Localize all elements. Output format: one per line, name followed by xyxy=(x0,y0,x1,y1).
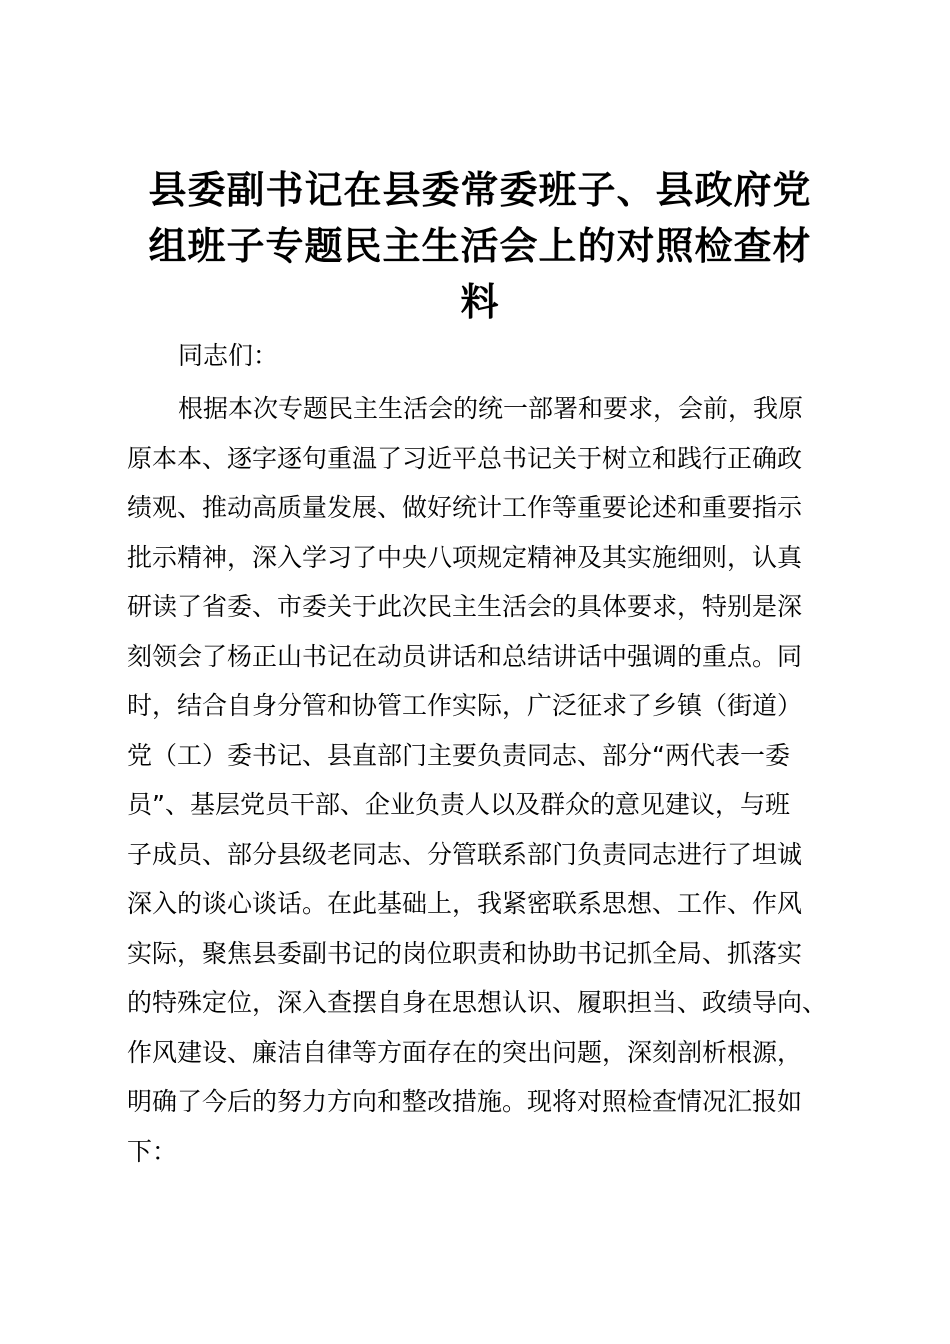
paragraph-line: 下： xyxy=(127,1136,178,1166)
paragraph-line: 员”、基层党员干部、企业负责人以及群众的意见建议，与班 xyxy=(127,790,790,819)
title-line: 组班子专题民主生活会上的对照检查材 xyxy=(148,224,812,268)
title-line: 县委副书记在县委常委班子、县政府党 xyxy=(148,168,812,212)
paragraph-line: 的特殊定位，深入查摆自身在思想认识、履职担当、政绩导向、 xyxy=(127,988,828,1017)
paragraph-line: 作风建设、廉洁自律等方面存在的突出问题，深刻剖析根源， xyxy=(127,1037,803,1067)
paragraph-line: 原本本、逐字逐句重温了习近平总书记关于树立和践行正确政 xyxy=(127,443,803,473)
document-title xyxy=(110,162,850,330)
salutation: 同志们： xyxy=(178,341,279,370)
paragraph-line: 研读了省委、市委关于此次民主生活会的具体要求，特别是深 xyxy=(127,592,803,621)
paragraph-line: 深入的谈心谈话。在此基础上，我紧密联系思想、工作、作风 xyxy=(127,889,803,918)
paragraph-line: 子成员、部分县级老同志、分管联系部门负责同志进行了坦诚 xyxy=(127,839,803,869)
paragraph-line: 明确了今后的努力方向和整改措施。现将对照检查情况汇报如 xyxy=(127,1087,803,1116)
paragraph-line: 刻领会了杨正山书记在动员讲话和总结讲话中强调的重点。同 xyxy=(127,641,803,671)
paragraph-line: 实际，聚焦县委副书记的岗位职责和协助书记抓全局、抓落实 xyxy=(127,938,803,968)
title-line: 料 xyxy=(460,280,500,324)
paragraph-line: 时，结合自身分管和协管工作实际，广泛征求了乡镇（街道） xyxy=(127,691,803,720)
paragraph-line: 党（工）委书记、县直部门主要负责同志、部分“两代表一委 xyxy=(127,740,790,770)
body-paragraph xyxy=(127,384,847,1176)
paragraph-line: 绩观、推动高质量发展、做好统计工作等重要论述和重要指示 xyxy=(127,493,803,522)
paragraph-line: 根据本次专题民主生活会的统一部署和要求，会前，我原 xyxy=(178,394,804,423)
paragraph-line: 批示精神，深入学习了中央八项规定精神及其实施细则，认真 xyxy=(127,542,803,572)
